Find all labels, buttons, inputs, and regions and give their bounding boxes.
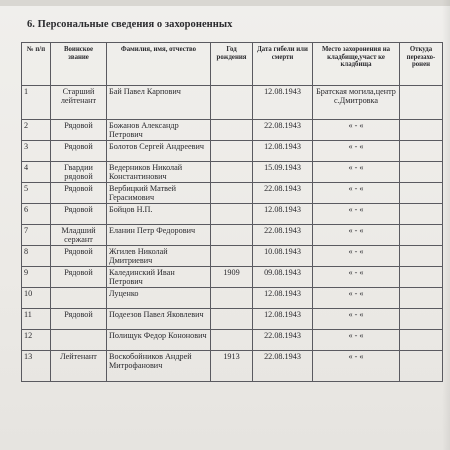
- row-burial-place: « - «: [313, 309, 400, 330]
- header-burial-place: Место захоронения на кладбище,участ ке кладбища: [313, 43, 400, 86]
- row-number: 1: [22, 86, 51, 120]
- burials-table: [21, 42, 443, 382]
- row-reburied-from: [400, 86, 443, 120]
- row-burial-place: « - «: [313, 267, 400, 288]
- table-row: [22, 225, 443, 246]
- row-number: 5: [22, 183, 51, 204]
- table-row: [22, 86, 443, 120]
- row-full-name: Полищук Федор Кононович: [107, 330, 211, 351]
- row-death-date: 12.08.1943: [253, 141, 313, 162]
- row-number: 2: [22, 120, 51, 141]
- row-number: 6: [22, 204, 51, 225]
- row-rank: Рядовой: [51, 183, 107, 204]
- row-full-name: Болотов Сергей Андреевич: [107, 141, 211, 162]
- row-death-date: 22.08.1943: [253, 351, 313, 382]
- row-birth-year: 1913: [211, 351, 253, 382]
- row-reburied-from: [400, 330, 443, 351]
- row-full-name: Божанов Александр Петрович: [107, 120, 211, 141]
- row-death-date: 12.08.1943: [253, 204, 313, 225]
- table-row: [22, 351, 443, 382]
- row-burial-place: « - «: [313, 141, 400, 162]
- row-death-date: 22.08.1943: [253, 330, 313, 351]
- row-birth-year: 1909: [211, 267, 253, 288]
- row-number: 13: [22, 351, 51, 382]
- row-reburied-from: [400, 204, 443, 225]
- table-row: [22, 288, 443, 309]
- row-rank: Рядовой: [51, 204, 107, 225]
- table-header: [22, 43, 443, 86]
- table-row: [22, 309, 443, 330]
- row-burial-place: « - «: [313, 183, 400, 204]
- header-rank: Воинское звание: [51, 43, 107, 86]
- paper-top-edge: [0, 0, 450, 6]
- row-reburied-from: [400, 288, 443, 309]
- row-full-name: Вербицкий Матвей Герасимович: [107, 183, 211, 204]
- row-number: 10: [22, 288, 51, 309]
- header-birth-year: Год рождения: [211, 43, 253, 86]
- row-rank: Рядовой: [51, 267, 107, 288]
- row-full-name: Бойцов Н.П.: [107, 204, 211, 225]
- row-full-name: Жгилев Николай Дмитриевич: [107, 246, 211, 267]
- table-row: [22, 162, 443, 183]
- row-rank: Рядовой: [51, 141, 107, 162]
- row-number: 12: [22, 330, 51, 351]
- row-reburied-from: [400, 141, 443, 162]
- row-birth-year: [211, 330, 253, 351]
- row-number: 3: [22, 141, 51, 162]
- row-burial-place: « - «: [313, 246, 400, 267]
- table-row: [22, 183, 443, 204]
- table-row: [22, 204, 443, 225]
- row-rank: Рядовой: [51, 246, 107, 267]
- row-number: 7: [22, 225, 51, 246]
- row-death-date: 12.08.1943: [253, 309, 313, 330]
- table-row: [22, 141, 443, 162]
- row-death-date: 10.08.1943: [253, 246, 313, 267]
- row-full-name: Ведерников Николай Константинович: [107, 162, 211, 183]
- row-full-name: Подеезов Павел Яковлевич: [107, 309, 211, 330]
- row-burial-place: « - «: [313, 351, 400, 382]
- row-number: 8: [22, 246, 51, 267]
- row-burial-place: Братская могила,центр с.Дмитровка: [313, 86, 400, 120]
- header-death-date: Дата гибели или смерти: [253, 43, 313, 86]
- header-reburied-from: Откуда перезахо-ронен: [400, 43, 443, 86]
- row-reburied-from: [400, 120, 443, 141]
- row-death-date: 12.08.1943: [253, 86, 313, 120]
- section-title: 6. Персональные сведения о захороненных: [27, 19, 233, 30]
- table-row: [22, 246, 443, 267]
- row-death-date: 22.08.1943: [253, 183, 313, 204]
- row-reburied-from: [400, 246, 443, 267]
- row-rank: Рядовой: [51, 120, 107, 141]
- row-birth-year: [211, 204, 253, 225]
- table-row: [22, 120, 443, 141]
- row-full-name: Еланин Петр Федорович: [107, 225, 211, 246]
- row-birth-year: [211, 162, 253, 183]
- row-number: 11: [22, 309, 51, 330]
- row-burial-place: « - «: [313, 288, 400, 309]
- row-rank: Рядовой: [51, 309, 107, 330]
- row-reburied-from: [400, 351, 443, 382]
- row-number: 9: [22, 267, 51, 288]
- row-reburied-from: [400, 309, 443, 330]
- row-burial-place: « - «: [313, 204, 400, 225]
- row-full-name: Воскобойников Андрей Митрофанович: [107, 351, 211, 382]
- paper-shadow: [442, 0, 450, 450]
- table-body: [22, 86, 443, 382]
- row-birth-year: [211, 120, 253, 141]
- header-row: [22, 43, 443, 86]
- table-row: [22, 330, 443, 351]
- header-full-name: Фамилия, имя, отчество: [107, 43, 211, 86]
- row-number: 4: [22, 162, 51, 183]
- row-reburied-from: [400, 267, 443, 288]
- row-burial-place: « - «: [313, 225, 400, 246]
- row-rank: [51, 330, 107, 351]
- row-rank: [51, 288, 107, 309]
- row-reburied-from: [400, 183, 443, 204]
- row-rank: Лейтенант: [51, 351, 107, 382]
- row-rank: Старший лейтенант: [51, 86, 107, 120]
- row-full-name: Калединский Иван Петрович: [107, 267, 211, 288]
- row-full-name: Бай Павел Карпович: [107, 86, 211, 120]
- row-birth-year: [211, 309, 253, 330]
- row-full-name: Луценко: [107, 288, 211, 309]
- row-birth-year: [211, 288, 253, 309]
- row-death-date: 22.08.1943: [253, 120, 313, 141]
- row-death-date: 12.08.1943: [253, 288, 313, 309]
- row-birth-year: [211, 225, 253, 246]
- row-birth-year: [211, 183, 253, 204]
- header-number: № п/п: [22, 43, 51, 86]
- row-burial-place: « - «: [313, 120, 400, 141]
- row-burial-place: « - «: [313, 330, 400, 351]
- row-reburied-from: [400, 225, 443, 246]
- row-reburied-from: [400, 162, 443, 183]
- row-death-date: 15.09.1943: [253, 162, 313, 183]
- row-death-date: 22.08.1943: [253, 225, 313, 246]
- row-rank: Гвардии рядовой: [51, 162, 107, 183]
- row-birth-year: [211, 86, 253, 120]
- row-birth-year: [211, 141, 253, 162]
- row-birth-year: [211, 246, 253, 267]
- table-row: [22, 267, 443, 288]
- row-burial-place: « - «: [313, 162, 400, 183]
- row-death-date: 09.08.1943: [253, 267, 313, 288]
- row-rank: Младший сержант: [51, 225, 107, 246]
